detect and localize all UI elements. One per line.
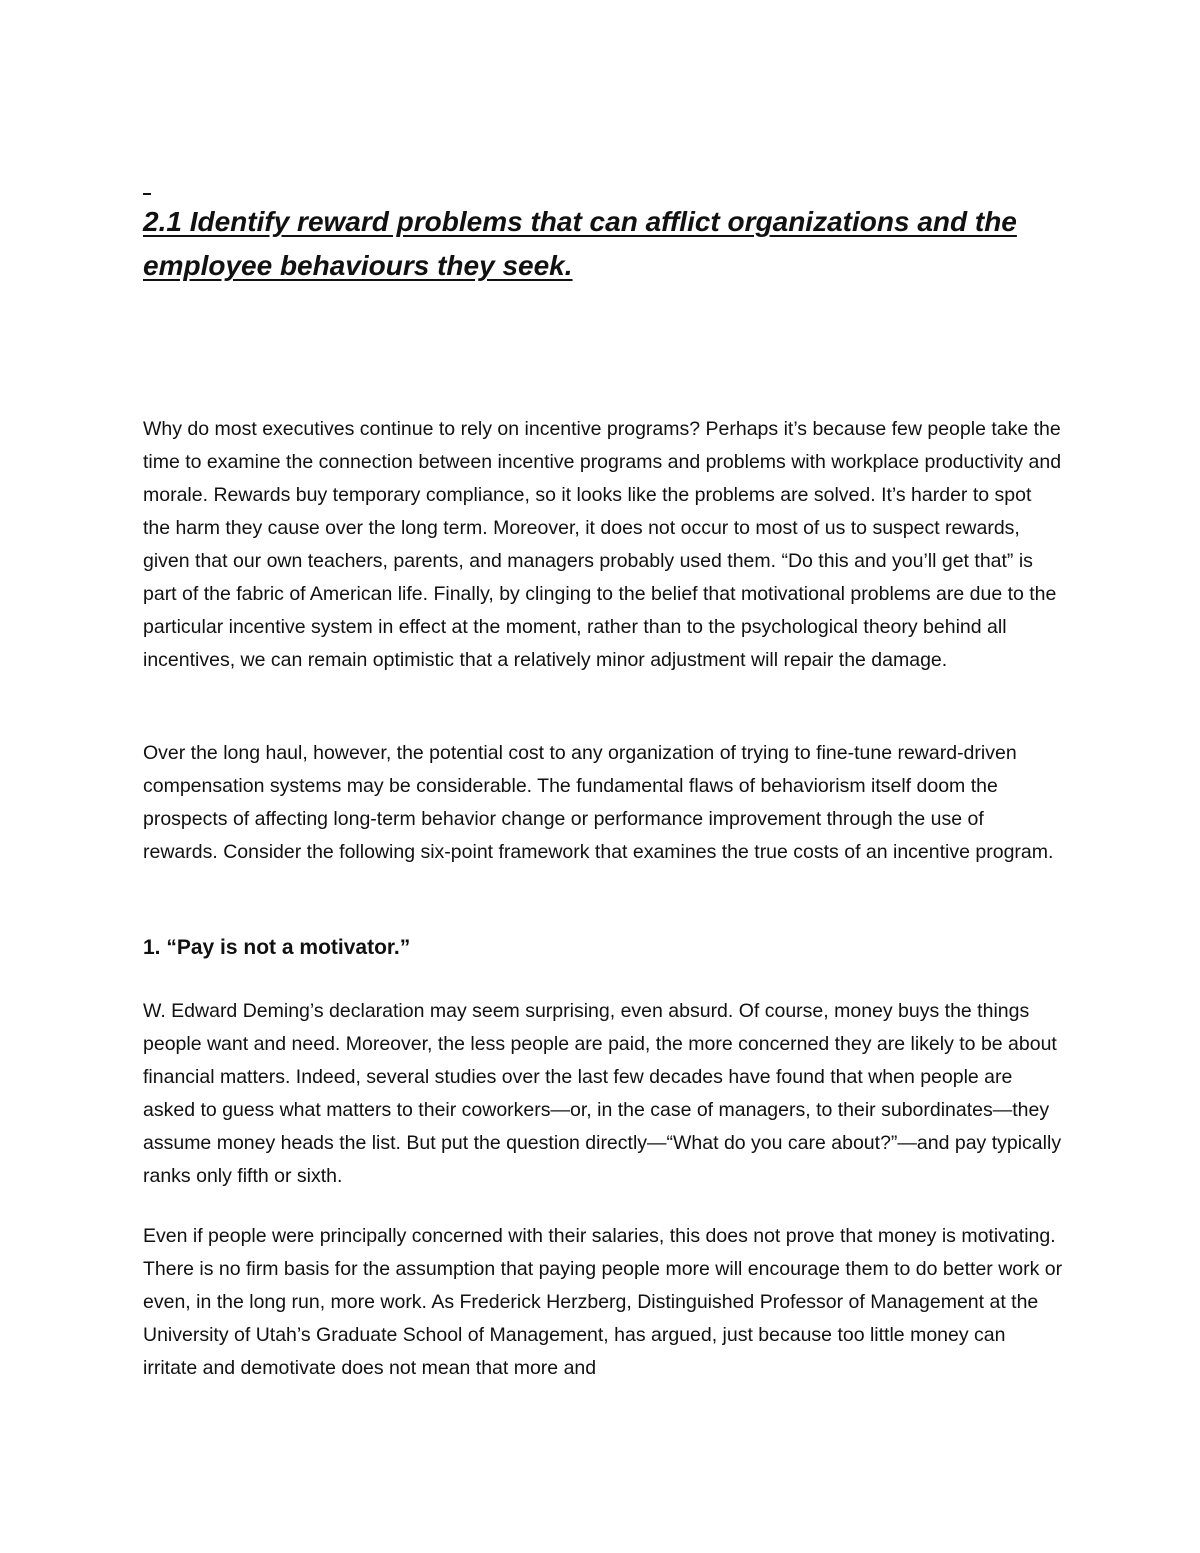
subheading-pay-not-motivator: 1. “Pay is not a motivator.” <box>143 936 411 959</box>
text-cursor-mark <box>143 193 151 195</box>
paragraph-deming-declaration: W. Edward Deming’s declaration may seem surprising, even absurd. Of course, money buys the things people want and need. Moreover, the less people are paid, the more concerned they are likely to be about financial matters. Indeed, several studies over the last few decades have found that when people are asked to guess what matters to their coworkers—or, in the case of managers, to their subordinates—they assume money heads the list. But put the question directly—“What do you care about?”—and pay typically ranks only fifth or sixth. <box>143 1000 1062 1187</box>
section-heading: 2.1 Identify reward problems that can afflict organizations and the employee behaviours they seek. <box>143 206 1017 281</box>
paragraph-salary-motivation: Even if people were principally concerned with their salaries, this does not prove that money is motivating. There is no firm basis for the assumption that paying people more will encourage them to do better work or even, in the long run, more work. As Frederick Herzberg, Distinguished Professor of Management at the University of Utah’s Graduate School of Management, has argued, just because too little money can irritate and demotivate does not mean that more and <box>143 1225 1063 1379</box>
paragraph-long-haul-cost: Over the long haul, however, the potential cost to any organization of trying to fine-tune reward-driven compensation systems may be considerable. The fundamental flaws of behaviorism itself doom the prospects of affecting long-term behavior change or performance improvement through the use of rewards. Consider the following six-point framework that examines the true costs of an incentive program. <box>143 742 1054 863</box>
paragraph-incentive-reliance: Why do most executives continue to rely on incentive programs? Perhaps it’s because few people take the time to examine the connection between incentive programs and problems with workplace productivity and morale. Rewards buy temporary compliance, so it looks like the problems are solved. It’s harder to spot the harm they cause over the long term. Moreover, it does not occur to most of us to suspect rewards, given that our own teachers, parents, and managers probably used them. “Do this and you’ll get that” is part of the fabric of American life. Finally, by clinging to the belief that motivational problems are due to the particular incentive system in effect at the moment, rather than to the psychological theory behind all incentives, we can remain optimistic that a relatively minor adjustment will repair the damage. <box>143 418 1062 671</box>
